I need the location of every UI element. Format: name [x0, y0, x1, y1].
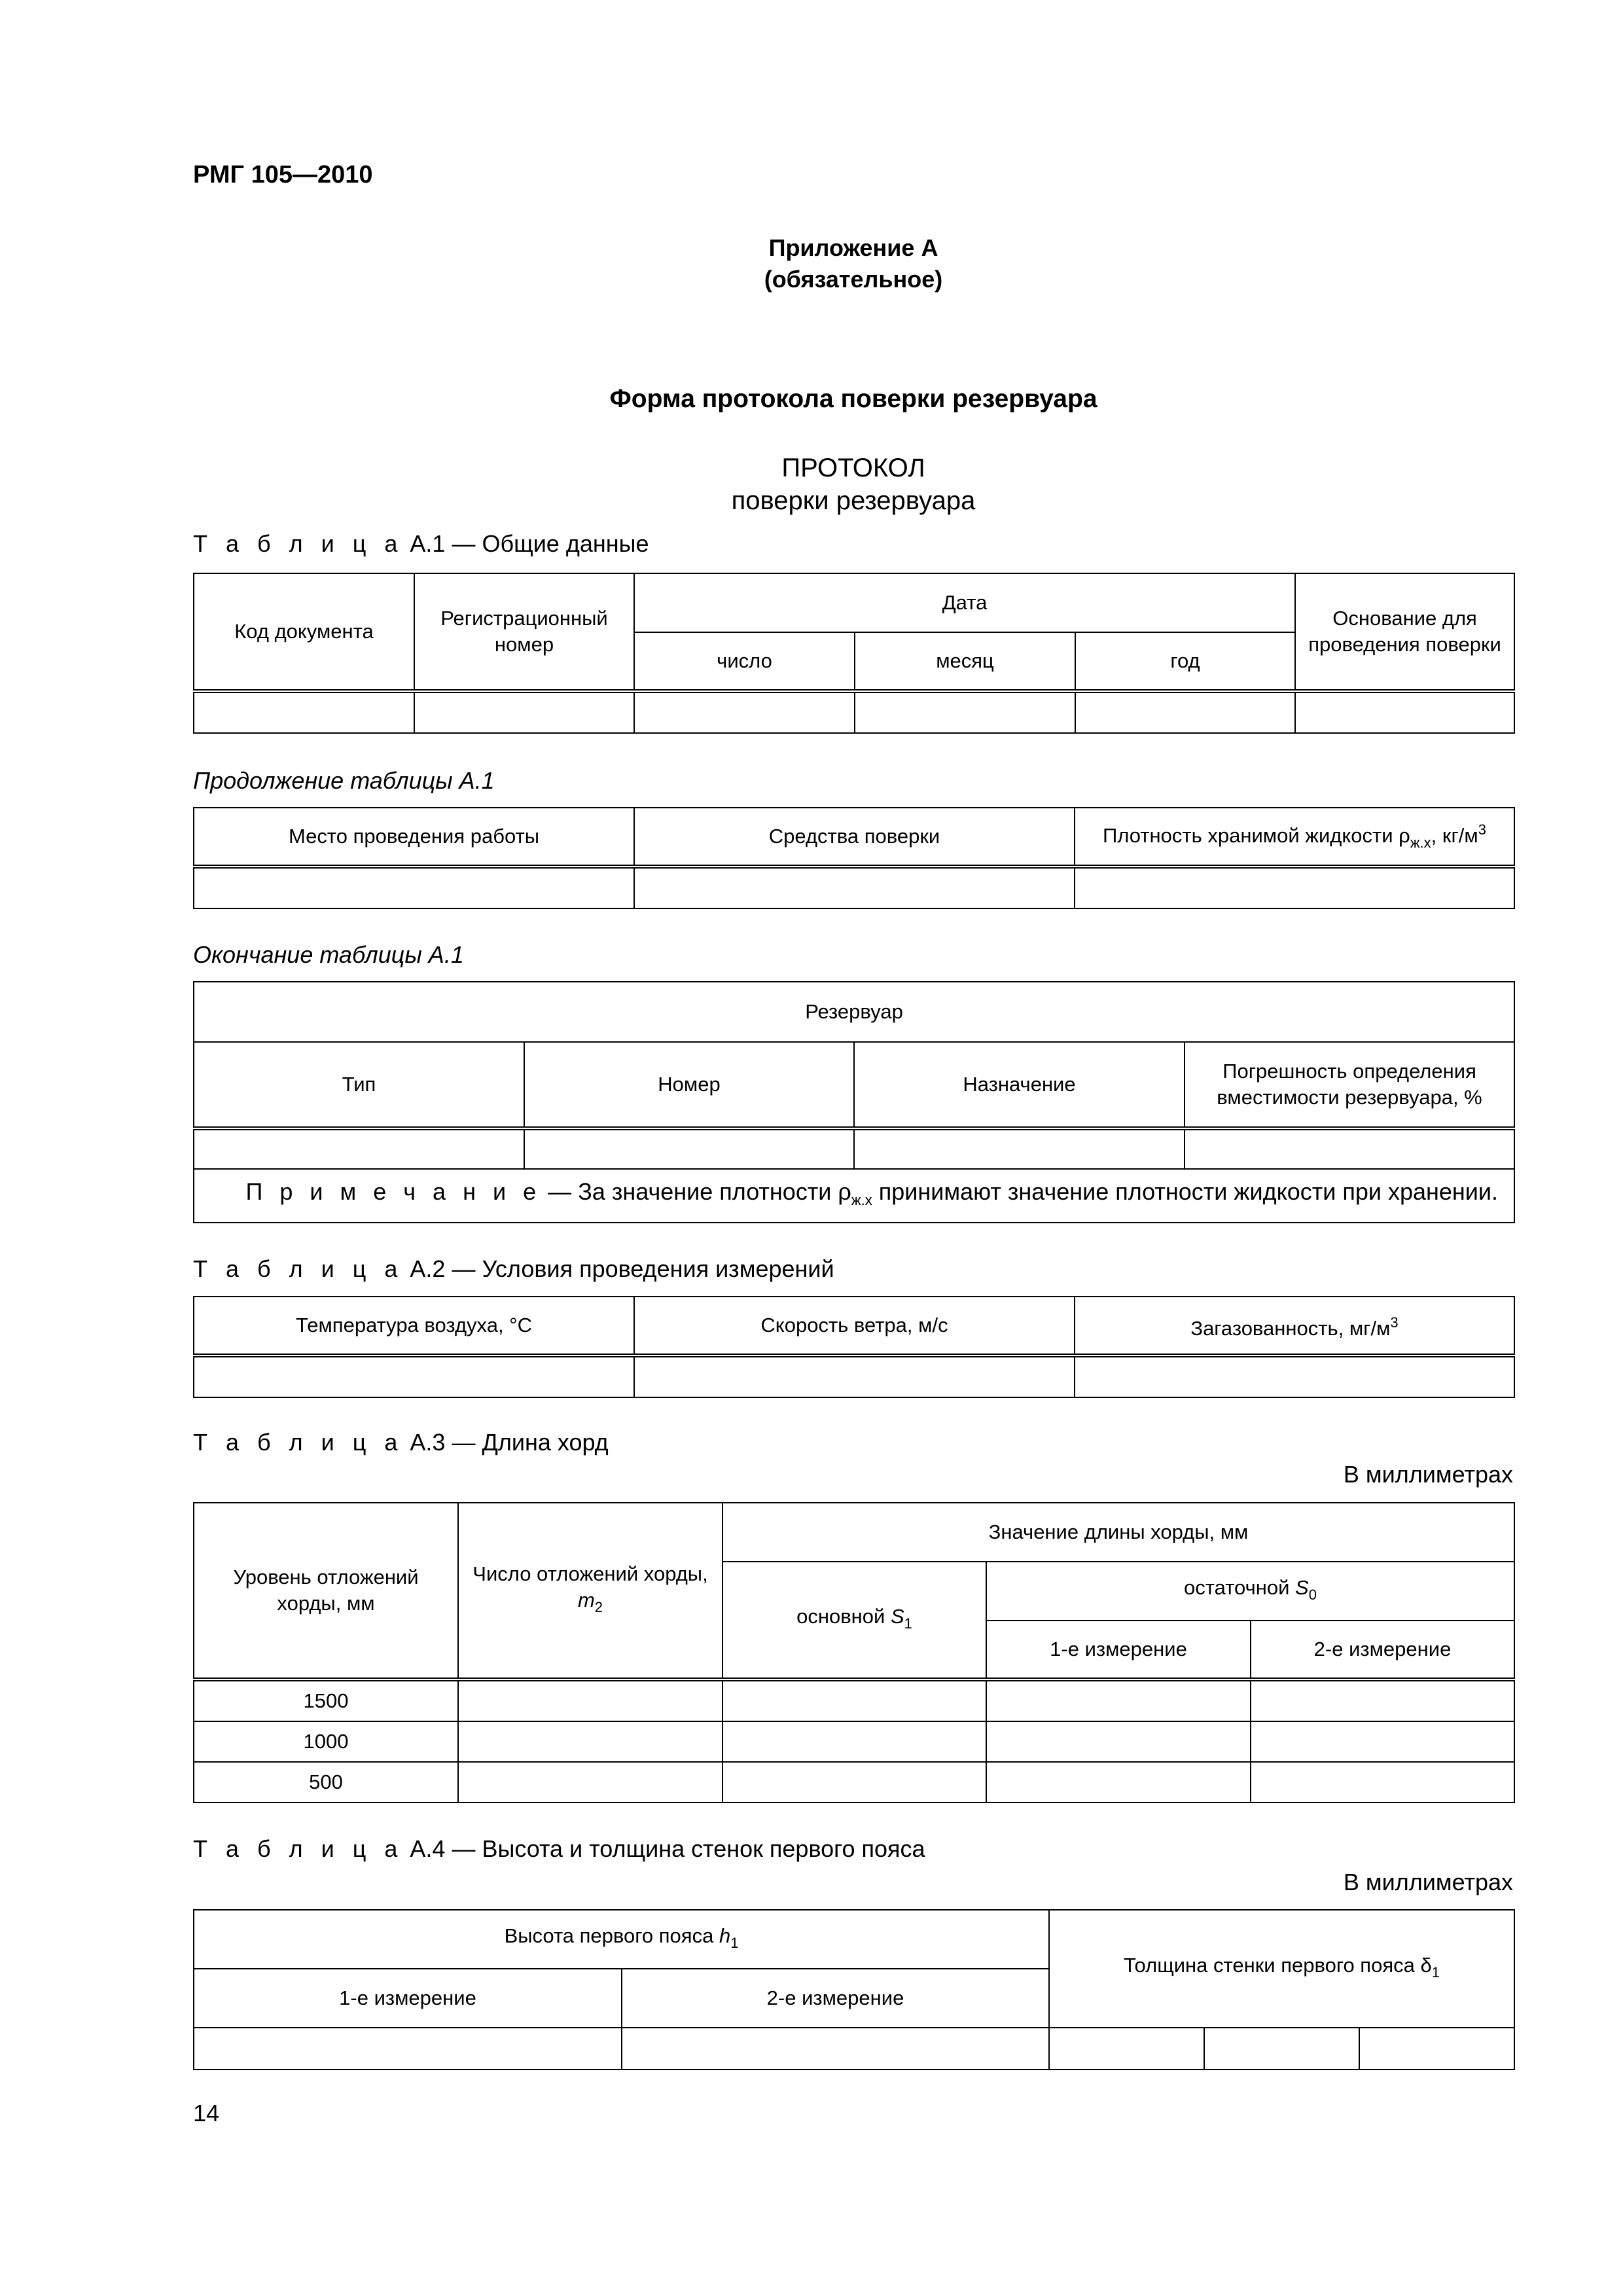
header-basis: Основание для проведения поверки [1295, 573, 1514, 691]
header-measurement-1: 1-е измерение [194, 1969, 622, 2028]
table-cell[interactable] [1251, 1721, 1514, 1762]
table-cell[interactable] [1359, 2028, 1514, 2070]
header-wind: Скорость ветра, м/с [634, 1297, 1075, 1355]
residual-subscript: 0 [1308, 1586, 1317, 1603]
note-text-1: — За значение плотности [541, 1177, 838, 1205]
table-a4-units: В миллиметрах [1343, 1869, 1513, 1895]
density-subscript: ж.х [1410, 834, 1431, 851]
table-cell[interactable] [722, 1721, 986, 1762]
table-a3-units: В миллиметрах [1343, 1461, 1513, 1488]
header-temperature: Температура воздуха, °С [194, 1297, 634, 1355]
residual-symbol: S [1295, 1575, 1309, 1599]
header-gas [1075, 1297, 1514, 1355]
table-a3-caption-text: А.3 — Длина хорд [403, 1429, 609, 1456]
note-text-2: принимают значение плотности жидкости при хранении. [872, 1177, 1499, 1205]
header-level: Уровень отложений хорды, мм [194, 1503, 458, 1679]
table-cell[interactable] [524, 1128, 854, 1169]
header-doc-code: Код документа [194, 573, 414, 691]
header-error: Погрешность определения вместимости резервуара, % [1185, 1042, 1514, 1128]
count-label: Число отложений хорды, [473, 1562, 708, 1585]
count-subscript: 2 [594, 1598, 603, 1615]
table-a2-caption-prefix: Т а б л и ц а [193, 1255, 404, 1282]
appendix-title: Приложение А [768, 234, 938, 261]
table-a1-caption-text: А.1 — Общие данные [403, 530, 649, 557]
table-cell[interactable] [1185, 1128, 1514, 1169]
table-cell[interactable] [986, 1721, 1251, 1762]
table-cell[interactable] [634, 1355, 1075, 1397]
gas-label: Загазованность, мг/м [1190, 1316, 1391, 1340]
document-code: РМГ 105—2010 [193, 161, 373, 188]
table-a2-caption-text: А.2 — Условия проведения измерений [403, 1255, 834, 1282]
header-measurement-2: 2-е измерение [622, 1969, 1049, 2028]
table-cell[interactable] [194, 867, 634, 908]
form-title: Форма протокола поверки резервуара [609, 385, 1097, 413]
table-a1 [193, 573, 1515, 734]
residual-label: остаточной [1184, 1575, 1296, 1599]
table-a4-caption-text: А.4 — Высота и толщина стенок первого пояса [403, 1835, 925, 1862]
count-symbol: m [577, 1588, 595, 1611]
density-unit: , кг/м [1431, 824, 1478, 847]
header-chord-value: Значение длины хорды, мм [722, 1503, 1514, 1562]
thickness-label: Толщина стенки первого пояса [1124, 1953, 1421, 1977]
table-cell[interactable] [194, 691, 414, 733]
table-a3 [193, 1502, 1515, 1803]
header-day: число [634, 632, 855, 691]
header-measurement-1: 1-е измерение [986, 1621, 1251, 1679]
header-month: месяц [855, 632, 1075, 691]
thickness-subscript: 1 [1431, 1964, 1440, 1981]
table-a1-cont-caption: Продолжение таблицы А.1 [193, 767, 495, 794]
appendix-status: (обязательное) [764, 266, 943, 293]
table-cell[interactable] [634, 867, 1075, 908]
table-cell[interactable] [986, 1762, 1251, 1803]
table-a2 [193, 1296, 1515, 1398]
table-cell[interactable] [194, 1128, 524, 1169]
header-residual [986, 1562, 1514, 1621]
header-main [722, 1562, 986, 1679]
density-superscript: 3 [1478, 821, 1486, 838]
header-density [1075, 808, 1514, 867]
table-cell[interactable] [855, 691, 1075, 733]
table-cell[interactable] [1075, 867, 1514, 908]
gas-superscript: 3 [1390, 1314, 1399, 1331]
header-year: год [1075, 632, 1295, 691]
table-a4-caption [193, 1835, 925, 1863]
table-cell[interactable] [1204, 2028, 1359, 2070]
row-level-value: 1500 [194, 1679, 458, 1721]
table-cell[interactable] [634, 691, 855, 733]
table-cell[interactable] [1295, 691, 1514, 733]
header-reg-number: Регистрационный номер [414, 573, 634, 691]
table-cell[interactable] [1251, 1679, 1514, 1721]
header-date: Дата [634, 573, 1295, 632]
density-label: Плотность хранимой жидкости [1103, 824, 1399, 847]
header-measurement-2: 2-е измерение [1251, 1621, 1514, 1679]
table-a4 [193, 1909, 1515, 2070]
header-means: Средства поверки [634, 808, 1075, 867]
table-cell[interactable] [414, 691, 634, 733]
row-level-value: 1000 [194, 1721, 458, 1762]
table-cell[interactable] [194, 1355, 634, 1397]
header-purpose: Назначение [854, 1042, 1185, 1128]
table-cell[interactable] [854, 1128, 1185, 1169]
main-label: основной [796, 1604, 891, 1628]
table-cell[interactable] [722, 1762, 986, 1803]
table-cell[interactable] [1075, 691, 1295, 733]
header-place: Место проведения работы [194, 808, 634, 867]
protocol-heading [193, 452, 1514, 517]
table-a4-caption-prefix: Т а б л и ц а [193, 1835, 404, 1862]
main-symbol: S [890, 1604, 904, 1628]
table-cell[interactable] [458, 1721, 722, 1762]
table-a1-caption [193, 530, 649, 558]
page-number: 14 [193, 2100, 220, 2126]
header-type: Тип [194, 1042, 524, 1128]
table-cell[interactable] [1251, 1762, 1514, 1803]
row-level-value: 500 [194, 1762, 458, 1803]
height-label: Высота первого пояса [504, 1924, 719, 1947]
header-tank: Резервуар [194, 982, 1514, 1042]
table-a1-caption-prefix: Т а б л и ц а [193, 530, 404, 557]
header-height [194, 1910, 1049, 1969]
header-number: Номер [524, 1042, 854, 1128]
table-cell[interactable] [622, 2028, 1049, 2070]
table-a3-caption-prefix: Т а б л и ц а [193, 1429, 404, 1456]
note-prefix: П р и м е ч а н и е [245, 1177, 542, 1205]
protocol-subtitle: поверки резервуара [731, 486, 976, 515]
header-count [458, 1503, 722, 1679]
table-a2-caption [193, 1255, 834, 1283]
table-cell[interactable] [986, 1679, 1251, 1721]
table-cell[interactable] [458, 1679, 722, 1721]
table-cell[interactable] [1049, 2028, 1204, 2070]
height-subscript: 1 [730, 1934, 739, 1951]
thickness-symbol: δ [1420, 1953, 1432, 1977]
protocol-title: ПРОТОКОЛ [781, 454, 925, 482]
table-note [194, 1169, 1514, 1223]
table-cell[interactable] [458, 1762, 722, 1803]
table-a1-end [193, 981, 1515, 1223]
table-cell[interactable] [194, 2028, 622, 2070]
table-cell[interactable] [722, 1679, 986, 1721]
table-a1-end-caption: Окончание таблицы А.1 [193, 941, 464, 968]
main-subscript: 1 [904, 1615, 912, 1632]
header-thickness [1049, 1910, 1514, 2028]
table-a3-caption [193, 1429, 609, 1456]
table-cell[interactable] [1075, 1355, 1514, 1397]
note-subscript: ж.х [851, 1191, 872, 1208]
table-a1-continued [193, 807, 1515, 909]
density-symbol: ρ [1399, 824, 1410, 847]
height-symbol: h [719, 1924, 731, 1947]
note-symbol: ρ [838, 1177, 851, 1205]
appendix-heading [193, 232, 1514, 295]
